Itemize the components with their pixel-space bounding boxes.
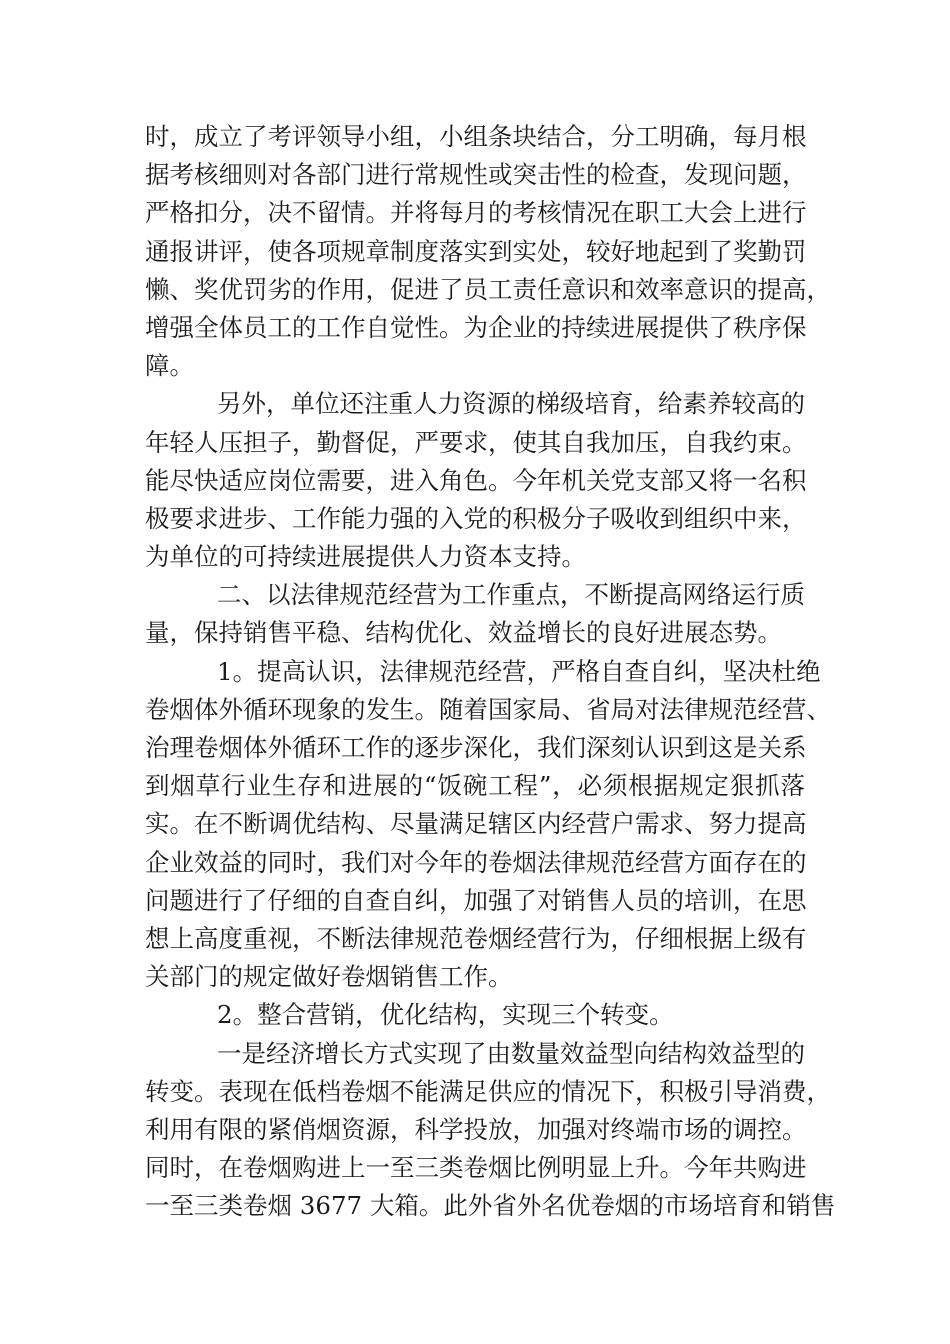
text-line: 量，保持销售平稳、结构优化、效益增长的良好进展态势。 — [145, 618, 782, 648]
text-line: 能尽快适应岗位需要，进入角色。今年机关党支部又将一名积 — [145, 465, 807, 495]
text-line: 一至三类卷烟 3677 大箱。此外省外名优卷烟的市场培育和销售 — [145, 1191, 836, 1221]
text-line: 想上高度重视，不断法律规范卷烟经营行为，仔细根据上级有 — [145, 923, 807, 953]
text-line: 另外，单位还注重人力资源的梯级培育，给素养较高的 — [217, 389, 805, 419]
text-line: 二、以法律规范经营为工作重点，不断提高网络运行质 — [217, 580, 805, 610]
text-line: 卷烟体外循环现象的发生。随着国家局、省局对法律规范经营、 — [145, 694, 831, 724]
text-line: 实。在不断调优结构、尽量满足辖区内经营户需求、努力提高 — [145, 809, 807, 839]
text-line: 到烟草行业生存和进展的“饭碗工程”，必须根据规定狠抓落 — [145, 771, 805, 801]
text-line: 1。提高认识，法律规范经营，严格自查自纠，坚决杜绝 — [217, 656, 821, 686]
text-line: 转变。表现在低档卷烟不能满足供应的情况下，积极引导消费， — [145, 1076, 831, 1106]
text-line: 增强全体员工的工作自觉性。为企业的持续进展提供了秩序保 — [145, 312, 807, 342]
text-line: 为单位的可持续进展提供人力资本支持。 — [145, 542, 586, 572]
text-line: 利用有限的紧俏烟资源，科学投放，加强对终端市场的调控。 — [145, 1114, 807, 1144]
text-line: 懒、奖优罚劣的作用，促进了员工责任意识和效率意识的提高， — [145, 274, 831, 304]
text-line: 关部门的规定做好卷烟销售工作。 — [145, 962, 513, 992]
text-line: 通报讲评，使各项规章制度落实到实处，较好地起到了奖勤罚 — [145, 236, 807, 266]
text-line: 问题进行了仔细的自查自纠，加强了对销售人员的培训，在思 — [145, 885, 807, 915]
text-line: 一是经济增长方式实现了由数量效益型向结构效益型的 — [217, 1038, 805, 1068]
text-line: 严格扣分，决不留情。并将每月的考核情况在职工大会上进行 — [145, 198, 807, 228]
document-body — [145, 118, 836, 1225]
text-line: 时，成立了考评领导小组，小组条块结合，分工明确，每月根 — [145, 122, 807, 151]
text-line: 治理卷烟体外循环工作的逐步深化，我们深刻认识到这是关系 — [145, 733, 807, 762]
text-line: 障。 — [145, 351, 194, 381]
text-line: 同时，在卷烟购进上一至三类卷烟比例明显上升。今年共购进 — [145, 1153, 807, 1183]
text-line: 企业效益的同时，我们对今年的卷烟法律规范经营方面存在的 — [145, 847, 807, 877]
text-line: 年轻人压担子，勤督促，严要求，使其自我加压，自我约束。 — [145, 427, 807, 457]
text-line: 据考核细则对各部门进行常规性或突击性的检查，发现问题， — [145, 160, 807, 190]
text-line: 极要求进步、工作能力强的入党的积极分子吸收到组织中来， — [145, 503, 807, 533]
text-line: 2。整合营销，优化结构，实现三个转变。 — [217, 1000, 674, 1030]
